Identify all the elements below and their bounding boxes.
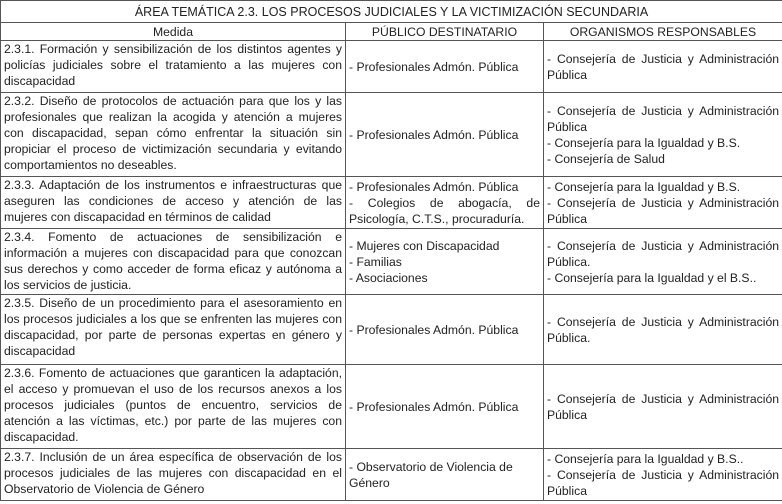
table-row xyxy=(1,177,782,229)
table-row xyxy=(1,93,782,177)
measure-cell: 2.3.1. Formación y sensibilización de los distintos agentes y policías judiciales sobre el tratamiento a las mujeres con discapacidad xyxy=(1,41,346,93)
column-header-bodies: ORGANISMOS RESPONSABLES xyxy=(544,23,782,41)
audience-cell xyxy=(346,449,544,501)
bodies-cell xyxy=(544,229,782,295)
audience-item: - Profesionales Admón. Pública xyxy=(349,179,519,194)
bodies-item: - Consejería para la Igualdad y B.S. xyxy=(547,179,741,194)
audience-item: - Asociaciones xyxy=(349,270,428,285)
audience-item: - Mujeres con Discapacidad xyxy=(349,238,500,253)
audience-item: - Profesionales Admón. Pública xyxy=(349,322,519,337)
bodies-cell xyxy=(544,41,782,93)
audience-item: - Profesionales Admón. Pública xyxy=(349,127,519,142)
bodies-cell xyxy=(544,365,782,449)
table-row xyxy=(1,295,782,365)
bodies-item: - Consejería de Justicia y Administración Pública xyxy=(547,467,780,498)
bodies-item: - Consejería de Justicia y Administración Pública xyxy=(547,195,780,226)
audience-cell xyxy=(346,177,544,229)
table-row xyxy=(1,229,782,295)
bodies-item: - Consejería de Justicia y Administración Pública xyxy=(547,51,780,82)
table-row xyxy=(1,365,782,449)
table-header-row xyxy=(1,23,782,41)
bodies-item: - Consejería para la Igualdad y B.S.. xyxy=(547,451,744,466)
column-header-measure: Medida xyxy=(1,23,346,41)
table-title: ÁREA TEMÁTICA 2.3. LOS PROCESOS JUDICIALES Y LA VICTIMIZACIÓN SECUNDARIA xyxy=(1,1,782,23)
table-row xyxy=(1,41,782,93)
audience-cell xyxy=(346,41,544,93)
audience-cell xyxy=(346,93,544,177)
audience-cell xyxy=(346,365,544,449)
bodies-item: - Consejería para la Igualdad y el B.S.. xyxy=(547,270,757,285)
bodies-cell xyxy=(544,177,782,229)
bodies-item: - Consejería de Justicia y Administración Pública xyxy=(547,391,780,422)
audience-item: - Familias xyxy=(349,254,402,269)
bodies-cell xyxy=(544,93,782,177)
audience-item: - Profesionales Admón. Pública xyxy=(349,59,519,74)
audience-item: - Observatorio de Violencia de Género xyxy=(349,459,513,490)
column-header-audience: PÚBLICO DESTINATARIO xyxy=(346,23,544,41)
measure-cell: 2.3.5. Diseño de un procedimiento para el asesoramiento en los procesos judiciales a los que se enfrenten las mujeres con discapacidad, por parte de personas expertas en género y discapacidad xyxy=(1,295,346,365)
measure-cell: 2.3.2. Diseño de protocolos de actuación para que los y las profesionales que realizan la acogida y atención a mujeres con discapacidad, sepan cómo enfrentar la situación sin propiciar el proceso de victimización secundaria y evitando comportamientos no deseables. xyxy=(1,93,346,177)
measure-cell: 2.3.6. Fomento de actuaciones que garanticen la adaptación, el acceso y promuevan el uso de los recursos anexos a los procesos judiciales (puntos de encuentro, servicios de atención a las víctimas, etc.) por parte de las mujeres con discapacidad. xyxy=(1,365,346,449)
measure-cell: 2.3.3. Adaptación de los instrumentos e infraestructuras que aseguren las condiciones de acceso y atención de las mujeres con discapacidad en términos de calidad xyxy=(1,177,346,229)
bodies-cell xyxy=(544,449,782,501)
bodies-item: - Consejería para la Igualdad y B.S. xyxy=(547,135,741,150)
bodies-item: - Consejería de Justicia y Administración Pública xyxy=(547,103,780,134)
audience-cell xyxy=(346,229,544,295)
bodies-cell xyxy=(544,295,782,365)
bodies-item: - Consejería de Justicia y Administración Pública. xyxy=(547,238,780,269)
audience-cell xyxy=(346,295,544,365)
bodies-item: - Consejería de Justicia y Administración Pública. xyxy=(547,314,780,345)
measure-cell: 2.3.4. Fomento de actuaciones de sensibilización e información a mujeres con discapacidad para que conozcan sus derechos y como acceder de forma eficaz y autónoma a los servicios de justicia. xyxy=(1,229,346,295)
audience-item: - Profesionales Admón. Pública xyxy=(349,399,519,414)
audience-item: - Colegios de abogacía, de Psicología, C.T.S., procuraduría. xyxy=(349,195,540,226)
table-row xyxy=(1,449,782,501)
bodies-item: - Consejería de Salud xyxy=(547,151,665,166)
measure-cell: 2.3.7. Inclusión de un área específica de observación de los procesos judiciales de las mujeres con discapacidad en el Observatorio de Violencia de Género xyxy=(1,449,346,501)
table-title-row xyxy=(1,1,782,23)
